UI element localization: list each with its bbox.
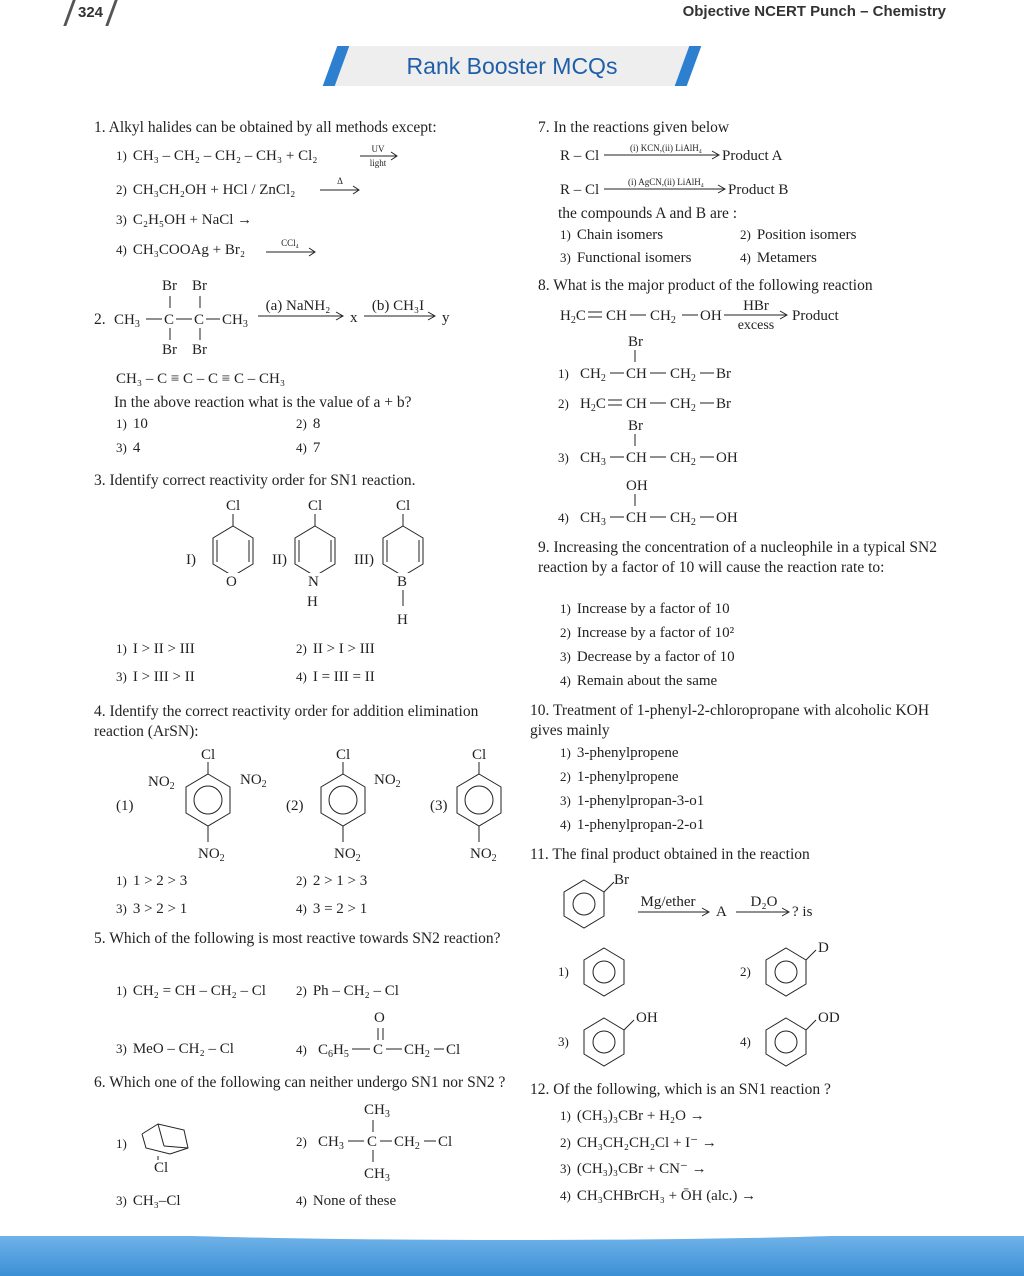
- q2-x: x: [350, 310, 358, 326]
- q8-option-1[interactable]: [558, 332, 758, 384]
- q3-option-1[interactable]: 1) I > II > III: [116, 641, 195, 657]
- q11-end: ? is: [792, 904, 813, 920]
- svg-text:Br: Br: [614, 872, 629, 888]
- q5-option-4[interactable]: [296, 1006, 476, 1062]
- q10-option-4[interactable]: 4) 1-phenylpropan-2-o1: [560, 817, 705, 833]
- q7-product-a: Product A: [722, 148, 783, 164]
- svg-text:H2C: $H_2C$: [560, 308, 586, 326]
- q9-text: Increasing the concentration of a nucleophile in a typical SN2 reaction by a factor of 10 will cause the reaction rate to:: [538, 539, 937, 576]
- svg-text:CH3: $CH_3$: [364, 1102, 390, 1120]
- q3-label-2: II): [272, 552, 287, 568]
- q3-ring-structures: [186, 494, 446, 632]
- svg-text:1): 1): [558, 964, 569, 979]
- svg-text:Br: Br: [716, 396, 731, 412]
- svg-text:Cl: Cl: [226, 498, 241, 514]
- q8-hbr: HBr: [743, 298, 769, 314]
- svg-text:CH2: $CH_2$: [670, 396, 696, 414]
- q4-option-3[interactable]: 3) 3 > 2 > 1: [116, 901, 188, 917]
- question-1: [94, 118, 514, 138]
- q1-option-4[interactable]: 4) CH₃COOAg + Br₂: [116, 242, 246, 258]
- q2-option-3[interactable]: 3) 4: [116, 440, 141, 456]
- q10-option-2[interactable]: 2) 1-phenylpropene: [560, 769, 679, 785]
- page-number: 324: [78, 4, 104, 21]
- q1-delta: Δ: [337, 176, 343, 186]
- svg-text:CH3: $CH_3$: [114, 312, 140, 330]
- q7-option-4[interactable]: 4) Metamers: [740, 250, 817, 266]
- svg-text:2): 2): [740, 964, 751, 979]
- svg-text:C: C: [373, 1042, 384, 1058]
- svg-text:C: C: [164, 312, 175, 328]
- svg-text:NO2: $NO_2$: [198, 846, 225, 864]
- q10-option-1[interactable]: 1) 3-phenylpropene: [560, 745, 679, 761]
- svg-text:Cl: Cl: [396, 498, 411, 514]
- q8-option-3[interactable]: [558, 416, 758, 468]
- q11-option-3[interactable]: [556, 1004, 676, 1068]
- question-4: 4. Identify the correct reactivity order for addition elimination reaction (ArSN):: [94, 703, 479, 740]
- svg-text:CH: CH: [626, 396, 647, 412]
- svg-text:CH2: $CH_2$: [650, 308, 676, 326]
- question-6: 6. Which one of the following can neither undergo SN1 nor SN2 ?: [94, 1074, 506, 1091]
- q11-text: The final product obtained in the reaction: [552, 846, 810, 863]
- q8-reaction: [558, 296, 858, 332]
- q6-option-1-bicyclic[interactable]: [114, 1116, 214, 1178]
- q10-option-3[interactable]: 3) 1-phenylpropan-3-o1: [560, 793, 705, 809]
- svg-text:C: C: [194, 312, 205, 328]
- q2-option-2[interactable]: 2) 8: [296, 416, 321, 432]
- svg-text:CH: CH: [606, 308, 627, 324]
- q9-option-2[interactable]: 2) Increase by a factor of 10²: [560, 625, 735, 641]
- question-5: 5. Which of the following is most reactive towards SN2 reaction?: [94, 930, 501, 947]
- svg-text:H: H: [397, 612, 408, 628]
- q4-label-3: (3): [430, 798, 448, 814]
- q4-aryl-chlorides: [114, 744, 510, 866]
- q6-option-2-neopentyl[interactable]: [296, 1098, 466, 1184]
- q3-option-4[interactable]: 4) I = III = II: [296, 669, 375, 685]
- q1-number: 1.: [94, 119, 106, 136]
- svg-text:OH: OH: [716, 510, 738, 526]
- svg-text:O: O: [374, 1010, 385, 1026]
- svg-text:C: C: [367, 1134, 378, 1150]
- q3-option-2[interactable]: 2) II > I > III: [296, 641, 375, 657]
- svg-text:CH3: $CH_3$: [222, 312, 248, 330]
- svg-text:CH2: $CH_2$: [580, 366, 606, 384]
- question-11: 11. The final product obtained in the reaction: [530, 846, 810, 863]
- svg-text:Cl: Cl: [308, 498, 323, 514]
- svg-text:CH2: $CH_2$: [670, 450, 696, 468]
- q2-product: CH₃ – C ≡ C – C ≡ C – CH₃: [116, 371, 286, 387]
- q12-option-4[interactable]: 4) CH₃CHBrCH₃ + ŌH (alc.) →: [560, 1188, 757, 1204]
- q8-option-2[interactable]: [558, 388, 758, 414]
- svg-text:R – Cl: R – Cl: [560, 182, 600, 198]
- svg-text:N: N: [308, 574, 319, 590]
- svg-text:H2C: $H_2C$: [580, 396, 606, 414]
- q4-option-1[interactable]: 1) 1 > 2 > 3: [116, 873, 188, 889]
- question-12: 12. Of the following, which is an SN1 reaction ?: [530, 1081, 831, 1098]
- q8-product-label: Product: [792, 308, 839, 324]
- question-7: 7. In the reactions given below: [538, 119, 730, 136]
- svg-text:1): 1): [558, 366, 569, 381]
- svg-text:CH2: $CH_2$: [670, 366, 696, 384]
- q3-text: Identify correct reactivity order for SN1 reaction.: [109, 472, 416, 489]
- q1-text: Alkyl halides can be obtained by all methods except:: [108, 119, 437, 136]
- svg-text:H: H: [307, 594, 318, 610]
- q2-option-1[interactable]: 1) 10: [116, 416, 148, 432]
- q7-option-3[interactable]: 3) Functional isomers: [560, 250, 692, 266]
- q1-uv: UV: [371, 144, 385, 154]
- svg-text:Br: Br: [628, 418, 643, 434]
- q1-arrow-delta: [318, 172, 364, 198]
- q2-tetrabromobutane: [112, 276, 262, 360]
- question-8: 8. What is the major product of the following reaction: [538, 277, 873, 294]
- svg-text:Br: Br: [192, 278, 207, 294]
- q5-option-3[interactable]: 3) MeO – CH₂ – Cl: [116, 1041, 234, 1057]
- svg-text:Cl: Cl: [154, 1160, 169, 1176]
- q1-option-3[interactable]: 3) C₂H₅OH + NaCl →: [116, 212, 253, 228]
- svg-text:OD: OD: [818, 1010, 840, 1026]
- q8-excess: excess: [737, 318, 775, 332]
- svg-text:Cl: Cl: [336, 747, 351, 763]
- q8-option-4[interactable]: [558, 474, 758, 526]
- q1-ccl4: CCl₄: [281, 238, 299, 248]
- q7-reaction-2: [558, 174, 818, 202]
- q7-text2: the compounds A and B are :: [558, 205, 738, 222]
- q11-option-2[interactable]: [738, 934, 838, 998]
- q9-option-4[interactable]: 4) Remain about the same: [560, 673, 718, 689]
- svg-text:R – Cl: R – Cl: [560, 148, 600, 164]
- svg-text:NO2: $NO_2$: [470, 846, 497, 864]
- section-banner: [330, 46, 694, 86]
- svg-text:CH3: $CH_3$: [364, 1166, 390, 1184]
- svg-text:OH: OH: [636, 1010, 658, 1026]
- svg-text:Br: Br: [716, 366, 731, 382]
- svg-text:OH: OH: [716, 450, 738, 466]
- question-3: 3. Identify correct reactivity order for SN1 reaction.: [94, 472, 416, 489]
- q2-text: In the above reaction what is the value of a + b?: [114, 394, 412, 411]
- svg-text:3): 3): [558, 450, 569, 465]
- q11-reagent-1: Mg/ether: [640, 894, 696, 910]
- svg-text:Cl: Cl: [201, 747, 216, 763]
- svg-text:2): 2): [558, 396, 569, 411]
- svg-text:CH2: $CH_2$: [404, 1042, 430, 1060]
- q4-option-2[interactable]: 2) 2 > 1 > 3: [296, 873, 368, 889]
- q4-text: Identify the correct reactivity order for addition elimination reaction (ArSN):: [94, 703, 479, 740]
- svg-text:NO2: $NO_2$: [148, 774, 175, 792]
- q4-option-4[interactable]: 4) 3 = 2 > 1: [296, 901, 368, 917]
- svg-text:2): 2): [296, 1134, 307, 1149]
- q4-label-2: (2): [286, 798, 304, 814]
- svg-text:B: B: [397, 574, 408, 590]
- svg-text:Br: Br: [628, 334, 643, 350]
- svg-text:C6H5: $C_6H_5$: [318, 1042, 349, 1060]
- q9-option-3[interactable]: 3) Decrease by a factor of 10: [560, 649, 735, 665]
- svg-text:D: D: [818, 940, 829, 956]
- svg-text:Br: Br: [162, 342, 177, 358]
- svg-text:NO2: $NO_2$: [374, 772, 401, 790]
- q2-option-4[interactable]: 4) 7: [296, 440, 321, 456]
- svg-text:NO2: $NO_2$: [240, 772, 267, 790]
- svg-text:OH: OH: [700, 308, 722, 324]
- q5-option-1[interactable]: 1) CH₂ = CH – CH₂ – Cl: [116, 983, 266, 999]
- q11-option-1[interactable]: [556, 944, 636, 998]
- svg-text:3): 3): [558, 1034, 569, 1049]
- svg-text:4): 4): [558, 510, 569, 525]
- section-title: Rank Booster MCQs: [406, 53, 618, 79]
- q1-light: light: [369, 158, 387, 168]
- svg-text:CH2: $CH_2$: [394, 1134, 420, 1152]
- q2-y: y: [442, 310, 450, 326]
- q12-option-1[interactable]: 1) (CH₃)₃CBr + H₂O →: [560, 1108, 705, 1124]
- q2-number: 2.: [94, 311, 106, 328]
- q2-reagent-b: (b) CH₃I: [371, 298, 425, 314]
- q7-option-1[interactable]: 1) Chain isomers: [560, 227, 664, 243]
- q6-option-4[interactable]: 4) None of these: [296, 1193, 397, 1209]
- question-9: 9. Increasing the concentration of a nucleophile in a typical SN2 reaction by a factor of 10 will cause the reaction rate to:: [538, 539, 937, 576]
- q7-reaction-1: [558, 140, 818, 168]
- q12-option-3[interactable]: 3) (CH₃)₃CBr + CN⁻ →: [560, 1161, 707, 1177]
- q10-text: Treatment of 1-phenyl-2-chloropropane with alcoholic KOH gives mainly: [530, 702, 930, 739]
- svg-text:Cl: Cl: [446, 1042, 461, 1058]
- q3-label-3: III): [354, 552, 374, 568]
- q5-text: Which of the following is most reactive towards SN2 reaction?: [109, 930, 501, 947]
- q9-option-1[interactable]: 1) Increase by a factor of 10: [560, 601, 730, 617]
- q11-reagent-2: D₂O: [750, 894, 778, 910]
- q2-reagent-a: (a) NaNH₂: [265, 298, 331, 314]
- svg-text:CH3: $CH_3$: [318, 1134, 344, 1152]
- q5-option-2[interactable]: 2) Ph – CH₂ – Cl: [296, 983, 399, 999]
- q6-option-3[interactable]: 3) CH₃–Cl: [116, 1193, 181, 1209]
- svg-text:O: O: [226, 574, 237, 590]
- q3-label-1: I): [186, 552, 196, 568]
- svg-text:OH: OH: [626, 478, 648, 494]
- q1-option-1[interactable]: 1) CH₃ – CH₂ – CH₂ – CH₃ + Cl₂: [116, 148, 318, 164]
- question-10: 10. Treatment of 1-phenyl-2-chloropropane with alcoholic KOH gives mainly: [530, 702, 930, 739]
- q1-arrow-uv: [358, 140, 404, 170]
- svg-text:CH: CH: [626, 366, 647, 382]
- q11-a: A: [716, 904, 727, 920]
- svg-text:CH3: $CH_3$: [580, 450, 606, 468]
- q8-text: What is the major product of the following reaction: [553, 277, 873, 294]
- q7-text: In the reactions given below: [553, 119, 730, 136]
- q3-option-3[interactable]: 3) I > III > II: [116, 669, 195, 685]
- q7-product-b: Product B: [728, 182, 789, 198]
- q7-cond-2: (i) AgCN,(ii) LiAlH₄: [628, 177, 704, 187]
- footer-wave: [0, 1236, 1024, 1276]
- q6-text: Which one of the following can neither undergo SN1 nor SN2 ?: [109, 1074, 506, 1091]
- svg-text:CH: CH: [626, 510, 647, 526]
- svg-text:Cl: Cl: [472, 747, 487, 763]
- q4-label-1: (1): [116, 798, 134, 814]
- svg-text:4): 4): [740, 1034, 751, 1049]
- svg-text:Br: Br: [162, 278, 177, 294]
- q7-cond-1: (i) KCN,(ii) LiAlH₄: [630, 143, 702, 153]
- q12-text: Of the following, which is an SN1 reaction ?: [553, 1081, 831, 1098]
- svg-text:CH2: $CH_2$: [670, 510, 696, 526]
- svg-text:1): 1): [116, 1136, 127, 1151]
- svg-text:4): 4): [296, 1042, 307, 1057]
- q11-reaction: [552, 868, 852, 930]
- svg-text:CH3: $CH_3$: [580, 510, 606, 526]
- q1-option-2[interactable]: 2) CH₃CH₂OH + HCl / ZnCl₂: [116, 182, 296, 198]
- q1-arrow-ccl4: [264, 234, 320, 260]
- svg-text:Br: Br: [192, 342, 207, 358]
- svg-text:CH: CH: [626, 450, 647, 466]
- svg-text:Cl: Cl: [438, 1134, 453, 1150]
- q7-option-2[interactable]: 2) Position isomers: [740, 227, 857, 243]
- q11-option-4[interactable]: [738, 1004, 858, 1068]
- svg-text:NO2: $NO_2$: [334, 846, 361, 864]
- q12-option-2[interactable]: 2) CH₃CH₂CH₂Cl + I⁻ →: [560, 1135, 717, 1151]
- book-title: Objective NCERT Punch – Chemistry: [682, 3, 946, 20]
- q2-reaction-arrows: [256, 294, 456, 330]
